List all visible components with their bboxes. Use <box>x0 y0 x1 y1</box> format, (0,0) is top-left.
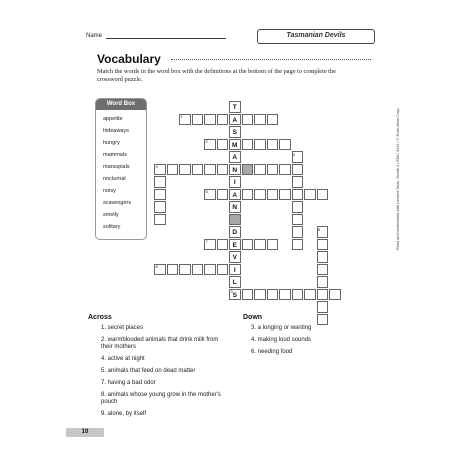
crossword-cell[interactable] <box>204 139 216 151</box>
crossword-cell[interactable] <box>304 189 316 201</box>
crossword-cell[interactable] <box>292 226 304 238</box>
crossword-cell[interactable] <box>317 289 329 301</box>
crossword-cell[interactable] <box>229 289 241 301</box>
crossword-cell[interactable] <box>167 164 179 176</box>
crossword-cell[interactable] <box>279 289 291 301</box>
crossword-cell[interactable] <box>229 151 241 163</box>
crossword-cell[interactable] <box>292 201 304 213</box>
crossword-cell[interactable] <box>154 264 166 276</box>
crossword-cell[interactable] <box>317 239 329 251</box>
crossword-cell[interactable] <box>229 139 241 151</box>
crossword-shaded-cell <box>242 164 254 176</box>
crossword-cell[interactable] <box>192 114 204 126</box>
crossword-cell[interactable] <box>317 276 329 288</box>
down-clue: 3. a longing or wanting <box>251 325 312 331</box>
crossword-cell[interactable] <box>229 226 241 238</box>
crossword-cell[interactable] <box>304 289 316 301</box>
crossword-cell[interactable] <box>292 189 304 201</box>
crossword-cell[interactable] <box>204 164 216 176</box>
word-box-title: Word Box <box>96 99 146 110</box>
crossword-cell[interactable] <box>267 289 279 301</box>
crossword-cell[interactable] <box>242 114 254 126</box>
across-clue: 5. animals that feed on dead matter <box>101 368 196 374</box>
down-heading: Down <box>243 314 263 321</box>
given-letter: T <box>232 104 237 111</box>
crossword-cell[interactable] <box>292 239 304 251</box>
given-letter: A <box>232 191 238 199</box>
word-box-item: noisy <box>103 188 116 194</box>
given-letter: M <box>232 141 238 149</box>
crossword-cell[interactable] <box>242 189 254 201</box>
crossword-cell[interactable] <box>179 164 191 176</box>
given-letter: S <box>232 291 237 299</box>
clue-number: 3 <box>293 151 296 157</box>
crossword-cell[interactable] <box>254 239 266 251</box>
crossword-cell[interactable] <box>279 139 291 151</box>
word-box-item: nocturnal <box>103 176 126 182</box>
crossword-cell[interactable] <box>217 139 229 151</box>
given-letter: A <box>232 154 238 161</box>
word-box-item: appetite <box>103 116 123 122</box>
crossword-cell[interactable] <box>154 201 166 213</box>
given-letter: S <box>232 129 237 136</box>
crossword-cell[interactable] <box>154 189 166 201</box>
crossword-cell[interactable] <box>292 164 304 176</box>
given-letter: D <box>232 229 238 236</box>
word-box-item: hideaways <box>103 128 129 134</box>
given-letter: V <box>232 254 237 261</box>
crossword-cell[interactable] <box>217 114 229 126</box>
crossword-cell[interactable] <box>292 151 304 163</box>
crossword-cell[interactable] <box>317 251 329 263</box>
across-clue: 9. alone, by itself <box>101 411 147 417</box>
crossword-cell[interactable] <box>267 189 279 201</box>
across-clue: 2. warmblooded animals that drink milk from their mothers <box>101 337 219 350</box>
crossword-cell[interactable] <box>167 264 179 276</box>
crossword-cell[interactable] <box>317 189 329 201</box>
page-number: 10 <box>81 429 89 435</box>
crossword-cell[interactable] <box>279 189 291 201</box>
clue-number: 8 <box>155 264 158 269</box>
crossword-cell[interactable] <box>242 239 254 251</box>
crossword-cell[interactable] <box>317 226 329 238</box>
crossword-cell[interactable] <box>292 289 304 301</box>
crossword-cell[interactable] <box>242 289 254 301</box>
given-letter: L <box>232 279 237 286</box>
crossword-cell[interactable] <box>317 314 329 326</box>
down-clue: 6. needing food <box>251 349 293 355</box>
crossword-cell[interactable] <box>267 239 279 251</box>
title-badge-text: Tasmanian Devils <box>286 32 346 39</box>
clue-number: 4 <box>155 164 158 169</box>
clue-number: 2 <box>205 139 208 144</box>
word-box-item: solitary <box>103 224 121 230</box>
crossword-cell[interactable] <box>204 239 216 251</box>
crossword-cell[interactable] <box>217 164 229 176</box>
clue-number: 6 <box>318 226 321 232</box>
given-letter: N <box>232 204 238 211</box>
crossword-cell[interactable] <box>192 164 204 176</box>
crossword-cell[interactable] <box>204 264 216 276</box>
crossword-cell[interactable] <box>229 239 241 251</box>
crossword-cell[interactable] <box>217 189 229 201</box>
crossword-cell[interactable] <box>192 264 204 276</box>
crossword-cell[interactable] <box>229 164 241 176</box>
crossword-cell[interactable] <box>254 189 266 201</box>
crossword-cell[interactable] <box>229 201 241 213</box>
given-letter: E <box>232 241 237 249</box>
down-clue: 4. making loud sounds <box>251 337 312 343</box>
word-box-item: scavengers <box>103 200 132 206</box>
crossword-cell[interactable] <box>217 239 229 251</box>
crossword-cell[interactable] <box>292 176 304 188</box>
given-letter: I <box>233 179 236 186</box>
section-title: Vocabulary <box>97 52 161 66</box>
clue-number: 9 <box>230 289 233 294</box>
across-clue: 8. animals whose young grow in the mother's pouch <box>101 392 221 405</box>
across-heading: Across <box>88 314 112 321</box>
crossword-cell[interactable] <box>204 114 216 126</box>
given-letter: I <box>233 266 236 274</box>
clue-number: 5 <box>205 189 208 194</box>
across-clue: 1. secret places <box>101 325 144 331</box>
name-label: Name <box>86 33 103 39</box>
side-credit: Read and Understand with Leveled Texts, Grade 4 • EMC 3444 • © Evan-Moor Corp. <box>396 107 400 250</box>
word-box-item: hungry <box>103 140 120 146</box>
crossword-cell[interactable] <box>254 114 266 126</box>
crossword-cell[interactable] <box>229 189 241 201</box>
crossword-cell[interactable] <box>229 126 241 138</box>
crossword-cell[interactable] <box>242 139 254 151</box>
crossword-cell[interactable] <box>317 301 329 313</box>
crossword-cell[interactable] <box>229 264 241 276</box>
crossword-cell[interactable] <box>217 264 229 276</box>
crossword-cell[interactable] <box>292 214 304 226</box>
instructions: Match the words in the word box with the definitions at the bottom of the page to complete the crossword puzzle. <box>97 68 336 84</box>
clue-number: 1 <box>180 114 183 119</box>
across-clue: 7. having a bad odor <box>101 380 156 386</box>
crossword-cell[interactable] <box>254 289 266 301</box>
crossword-cell[interactable] <box>229 276 241 288</box>
crossword-cell[interactable] <box>154 214 166 226</box>
given-letter: A <box>232 116 238 124</box>
across-clue: 4. active at night <box>101 356 145 362</box>
clue-number: 7 <box>205 239 208 244</box>
crossword-cell[interactable] <box>204 189 216 201</box>
crossword-cell[interactable] <box>154 164 166 176</box>
crossword-cell[interactable] <box>179 114 191 126</box>
crossword-cell[interactable] <box>279 164 291 176</box>
crossword-cell[interactable] <box>229 114 241 126</box>
crossword-cell[interactable] <box>254 164 266 176</box>
crossword-cell[interactable] <box>267 164 279 176</box>
given-letter: N <box>232 166 238 174</box>
crossword-cell[interactable] <box>229 176 241 188</box>
crossword-cell[interactable] <box>154 176 166 188</box>
crossword-cell[interactable] <box>329 289 341 301</box>
crossword-cell[interactable] <box>254 139 266 151</box>
crossword-cell[interactable] <box>229 101 241 113</box>
crossword-cell[interactable] <box>317 264 329 276</box>
word-box-item: marsupials <box>103 164 130 170</box>
crossword-cell[interactable] <box>179 264 191 276</box>
crossword-cell[interactable] <box>229 251 241 263</box>
crossword-cell[interactable] <box>267 139 279 151</box>
word-box-item: smelly <box>103 212 119 218</box>
word-box-item: mammals <box>103 152 127 158</box>
crossword-cell[interactable] <box>267 114 279 126</box>
crossword-shaded-cell <box>229 214 241 226</box>
